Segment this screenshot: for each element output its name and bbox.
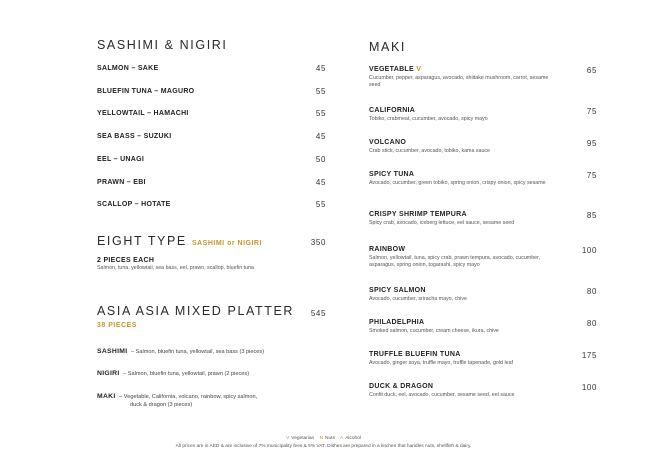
menu-item-desc: Confit duck, eel, avocado, cucumber, sesame seed, eel sauce xyxy=(369,392,515,398)
menu-item-name: BLUEFIN TUNA – MAGURO xyxy=(97,88,195,95)
platter-line-label: SASHIMI xyxy=(97,348,128,355)
platter-line-label: NIGIRI xyxy=(97,370,120,377)
menu-item-price: 80 xyxy=(586,319,597,328)
menu-item-name: PRAWN – EBI xyxy=(97,179,146,186)
eight-type-pieces: 2 PIECES EACH xyxy=(97,257,155,264)
menu-item-desc: Avocado, cucumber, green tobiko, spring onion, crispy onion, spicy sesame xyxy=(369,180,546,186)
key-label: Vegetarian xyxy=(291,436,315,441)
sashimi-section-title: SASHIMI & NIGIRI xyxy=(97,38,228,52)
menu-item-price: 45 xyxy=(315,178,326,187)
eight-type-title xyxy=(97,234,262,248)
menu-item-name: YELLOWTAIL – HAMACHI xyxy=(97,110,189,117)
menu-item-desc: Smoked salmon, cucumber, cream cheese, ikura, chive xyxy=(369,328,499,334)
menu-item-desc: Crab stick, cucumber, avocado, tobiko, kama sauce xyxy=(369,148,491,154)
key-mark: A xyxy=(339,436,344,441)
eight-type-desc: Salmon, tuna, yellowtail, sea bass, eel, prawn, scallop, bluefin tuna xyxy=(97,265,254,271)
menu-item-price: 45 xyxy=(315,132,326,141)
platter-line-sashimi xyxy=(97,348,264,355)
platter-line-text: – Salmon, bluefin tuna, yellowtail, sea bass (3 pieces) xyxy=(129,349,265,355)
menu-item-name: SCALLOP – HOTATE xyxy=(97,201,171,208)
dietary-key xyxy=(0,436,647,441)
menu-item-name xyxy=(369,66,421,73)
eight-type-subtitle: SASHIMI or NIGIRI xyxy=(191,240,262,247)
menu-item-price: 100 xyxy=(581,383,597,392)
platter-line-maki-cont: duck & dragon (3 pieces) xyxy=(130,402,193,408)
menu-item-desc: Avocado, cucumber, sriracha mayo, chive xyxy=(369,296,467,302)
key-mark: V xyxy=(286,436,290,441)
platter-line-nigiri xyxy=(97,370,249,377)
key-mark: N xyxy=(319,436,324,441)
menu-item-desc: Avocado, ginger soya, truffle mayo, truffle tapenade, gold leaf xyxy=(369,360,513,366)
platter-price: 545 xyxy=(310,309,326,318)
menu-item-name: VOLCANO xyxy=(369,139,407,146)
menu-item-name: SEA BASS – SUZUKI xyxy=(97,133,172,140)
menu-item-price: 75 xyxy=(586,171,597,180)
menu-item-desc: Tobiko, crabmeat, cucumber, avocado, spicy mayo xyxy=(369,116,488,122)
menu-item-price: 80 xyxy=(586,287,597,296)
key-label: Alcohol xyxy=(345,436,361,441)
footer-note: All prices are in AED & are inclusive of 7% municipality fees & 5% VAT. Dishes are prepared in a kitchen that handles nuts, shellfish & dairy. xyxy=(175,444,472,449)
platter-line-label: MAKI xyxy=(97,393,116,400)
menu-item-price: 100 xyxy=(581,246,597,255)
menu-item-price: 55 xyxy=(315,109,326,118)
menu-item-price: 55 xyxy=(315,200,326,209)
menu-item-name: CALIFORNIA xyxy=(369,107,416,114)
platter-line-text: – Salmon, bluefin tuna, yellowtail, prawn (2 pieces) xyxy=(121,371,250,377)
key-label: Nuts xyxy=(325,436,335,441)
menu-item-name: SPICY SALMON xyxy=(369,287,426,294)
menu-item-price: 45 xyxy=(315,64,326,73)
menu-item-name-text: VEGETABLE xyxy=(369,66,414,73)
menu-item-price: 65 xyxy=(586,66,597,75)
menu-item-price: 50 xyxy=(315,155,326,164)
menu-item-price: 175 xyxy=(581,351,597,360)
menu-item-price: 55 xyxy=(315,87,326,96)
menu-item-name: PHILADELPHIA xyxy=(369,319,425,326)
menu-item-name: DUCK & DRAGON xyxy=(369,383,434,390)
platter-line-text: – Vegetable, California, volcano, rainbow, spicy salmon, xyxy=(117,394,258,400)
menu-item-name: RAINBOW xyxy=(369,246,406,253)
platter-title: ASIA ASIA MIXED PLATTER xyxy=(97,304,295,318)
vegetarian-mark: V xyxy=(416,66,422,73)
menu-item-price: 95 xyxy=(586,139,597,148)
platter-line-maki xyxy=(97,393,257,400)
eight-type-price: 350 xyxy=(310,238,326,247)
menu-item-name: CRISPY SHRIMP TEMPURA xyxy=(369,211,467,218)
menu-item-desc: Cucumber, pepper, asparagus, avocado, shiitake mushroom, carrot, sesame seed xyxy=(369,75,549,89)
maki-section-title: MAKI xyxy=(369,40,406,54)
menu-item-price: 85 xyxy=(586,211,597,220)
menu-item-desc: Salmon, yellowtail, tuna, spicy crab, prawn tempura, avocado, cucumber, asparagus, spring onion, togarashi, spicy mayo xyxy=(369,255,541,269)
menu-item-price: 75 xyxy=(586,107,597,116)
menu-item-name: EEL – UNAGI xyxy=(97,156,145,163)
platter-pieces: 38 PIECES xyxy=(97,322,137,329)
eight-type-title-text: EIGHT TYPE xyxy=(97,234,187,248)
menu-item-name: SPICY TUNA xyxy=(369,171,415,178)
menu-item-name: TRUFFLE BLUEFIN TUNA xyxy=(369,351,461,358)
menu-item-desc: Spicy crab, avocado, iceberg lettuce, eel sauce, sesame seed xyxy=(369,220,515,226)
menu-item-name: SALMON – SAKE xyxy=(97,65,159,72)
